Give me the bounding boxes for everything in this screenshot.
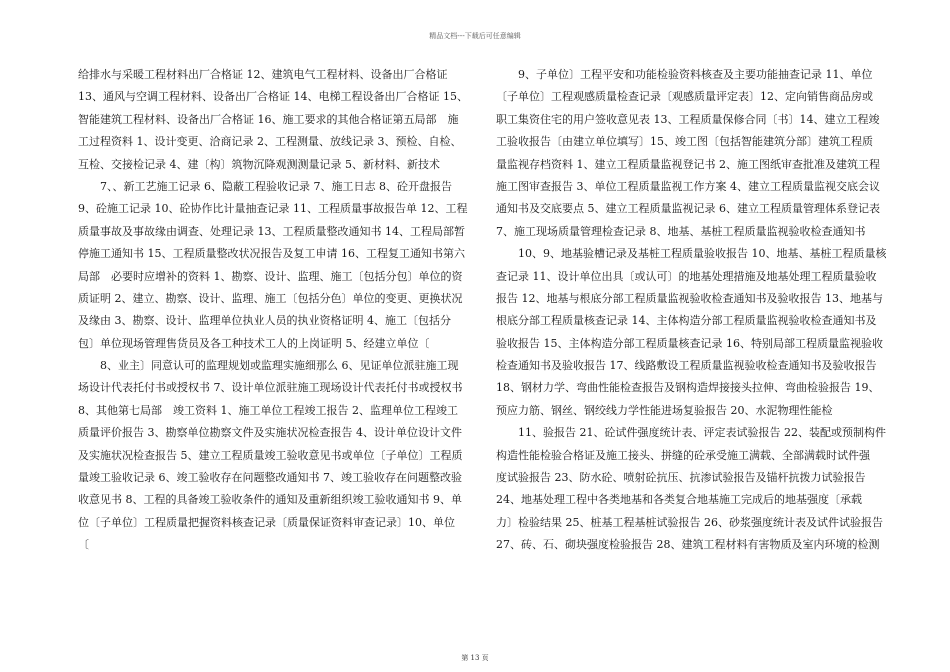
- text-line: 及实施状况检查报告 5、建立工程质量竣工验收意见书或单位〔子单位〕工程质: [78, 448, 463, 462]
- text-line: 局部 必要时应增补的资料 1、勘察、设计、监理、施工〔包括分包〕单位的资: [78, 269, 463, 283]
- text-line: 量监视存档资料 1、建立工程质量监视登记书 2、施工图纸审查批准及建筑工程: [496, 157, 880, 171]
- text-line: 质量事故及事故缘由调查、处理记录 13、工程质量整改通知书 14、工程局部暂: [78, 224, 465, 238]
- text-line: 职工集资住宅的用户签收意见表 13、工程质量保修合同〔书〕14、建立工程竣: [496, 112, 880, 126]
- text-line: 检查通知书及验收报告 17、线路敷设工程质量监视验收检查通知书及验收报告: [496, 359, 877, 373]
- text-line: 13、通风与空调工程材料、设备出厂合格证 14、电梯工程设备出厂合格证 15、: [78, 90, 468, 104]
- text-line: 包〕单位现场管理售货员及各工种技术工人的上岗证明 5、经建立单位〔: [78, 336, 430, 350]
- text-line: 24、地基处理工程中各类地基和各类复合地基施工完成后的地基强度〔承载: [496, 493, 862, 507]
- left-text-column: [78, 64, 468, 557]
- text-line: 9、子单位〕工程平安和功能检验资料核查及主要功能抽查记录 11、单位: [496, 68, 873, 81]
- text-line: 10、9、地基验槽记录及基桩工程质量验收报告 10、地基、基桩工程质量核: [496, 247, 887, 261]
- text-line: 构造性能检验合格证及施工接头、拼缝的砼承受施工满载、全部满载时试件强: [496, 448, 870, 462]
- text-line: 8、业主〕同意认可的监理规划或监理实施细那么 6、见证单位派驻施工现: [78, 359, 459, 373]
- text-line: 收意见书 8、工程的具备竣工验收条件的通知及重新组织竣工验收通知书 9、单: [78, 493, 462, 507]
- text-line: 量竣工验收记录 6、竣工验收存在问题整改通知书 7、竣工验收存在问题整改验: [78, 471, 462, 485]
- text-line: 工验收报告〔由建立单位填写〕15、竣工图〔包括智能建筑分部〕建筑工程质: [496, 135, 873, 149]
- text-line: 18、钢材力学、弯曲性能检查报告及钢构造焊接接头拉伸、弯曲检验报告 19、: [496, 381, 880, 395]
- text-line: 根底分部工程质量核查记录 14、主体构造分部工程质量监视验收检查通知书及: [496, 314, 877, 328]
- text-line: 9、砼施工记录 10、砼协作比计量抽查记录 11、工程质量事故报告单 12、工程: [78, 202, 468, 216]
- text-line: 停施工通知书 15、工程质量整改状况报告及复工申请 16、工程复工通知书第六: [78, 247, 465, 261]
- text-line: 施工图审查报告 3、单位工程质量监视工作方案 4、建立工程质量监视交底会议: [496, 179, 880, 193]
- right-text-column: [496, 64, 888, 557]
- text-line: 报告 12、地基与根底分部工程质量监视验收检查通知书及验收报告 13、地基与: [496, 291, 883, 305]
- text-line: 预应力筋、钢丝、钢绞线力学性能进场复验报告 20、水泥物理性能检: [496, 403, 833, 417]
- text-line: 位〔子单位〕工程质量把握资料核查记录〔质量保证资料审查记录〕10、单位: [78, 515, 455, 529]
- text-line: 及缘由 3、勘察、设计、监理单位执业人员的执业资格证明 4、施工〔包括分: [78, 314, 451, 328]
- text-line: 互检、交接检记录 4、建〔构〕筑物沉降观测测量记录 5、新材料、新技术: [78, 157, 440, 171]
- text-line: 工过程资料 1、设计变更、洽商记录 2、工程测量、放线记录 3、预检、自检、: [78, 135, 462, 149]
- text-line: 〔子单位〕工程观感质量检查记录〔观感质量评定表〕12、定向销售商品房或: [496, 90, 873, 104]
- text-line: 7、施工现场质量管理检查记录 8、地基、基桩工程质量监视验收检查通知书: [496, 224, 866, 238]
- text-line: 查记录 11、设计单位出具〔或认可〕的地基处理措施及地基处理工程质量验收: [496, 269, 877, 283]
- text-line: 质证明 2、建立、勘察、设计、监理、施工〔包括分色〕单位的变更、更换状况: [78, 291, 463, 305]
- text-line: 验收报告 15、主体构造分部工程质量核查记录 16、特别局部工程质量监视验收: [496, 336, 883, 350]
- text-line: 力〕检验结果 25、桩基工程基桩试验报告 26、砂浆强度统计表及试件试验报告: [496, 515, 883, 529]
- text-line: 〔: [78, 538, 89, 552]
- page-footer: 第 13 页: [461, 654, 489, 662]
- text-line: 11、验报告 21、砼试件强度统计表、评定表试验报告 22、装配或预制构件: [496, 426, 886, 440]
- text-line: 27、砖、石、砌块强度检验报告 28、建筑工程材料有害物质及室内环境的检测: [496, 538, 880, 552]
- text-line: 8、其他第七局部 竣工资料 1、施工单位工程竣工报告 2、监理单位工程竣工: [78, 403, 458, 417]
- page-header: 精品文档---下载后可任意编辑: [429, 32, 521, 40]
- text-line: 给排水与采暖工程材料出厂合格证 12、建筑电气工程材料、设备出厂合格证: [78, 68, 448, 81]
- text-line: 场设计代表托付书或授权书 7、设计单位派驻施工现场设计代表托付书或授权书: [78, 381, 463, 395]
- text-line: 质量评价报告 3、勘察单位勘察文件及实施状况检查报告 4、设计单位设计文件: [78, 426, 462, 440]
- text-line: 7、、新工艺施工记录 6、隐蔽工程验收记录 7、施工日志 8、砼开盘报告: [78, 179, 452, 193]
- text-line: 通知书及交底要点 5、建立工程质量监视记录 6、建立工程质量管理体系登记表: [496, 202, 880, 216]
- text-line: 度试验报告 23、防水砼、喷射砼抗压、抗渗试验报告及锚杆抗拨力试验报告: [496, 471, 866, 485]
- text-line: 智能建筑工程材料、设备出厂合格证 16、施工要求的其他合格证第五局部 施: [78, 112, 459, 126]
